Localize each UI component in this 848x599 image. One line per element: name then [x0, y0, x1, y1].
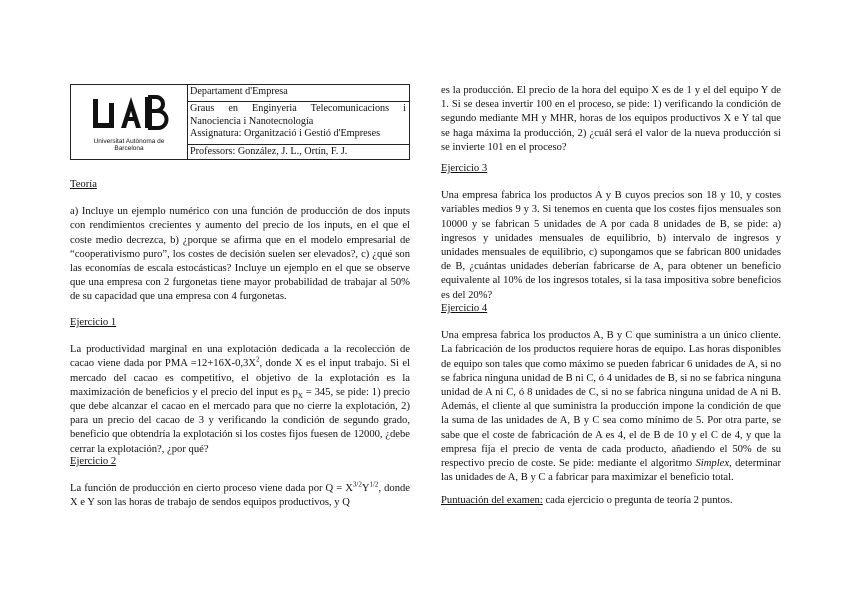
ejercicio-2-title: Ejercicio 2	[70, 456, 117, 467]
degree: Graus en Enginyeria Telecomunicacions i Nanociencia i Nanotecnología	[190, 103, 406, 127]
puntuacion-text: Puntuación del examen: cada ejercicio o pregunta de teoría 2 puntos.	[441, 495, 733, 506]
ejercicio-1-section	[70, 316, 410, 457]
puntuacion-section	[441, 494, 781, 508]
university-logo	[87, 93, 171, 153]
puntuacion-title: Puntuación del examen:	[441, 495, 543, 506]
teoria-text: a) Incluye un ejemplo numérico con una función de producción de dos inputs con rendimientos crecientes y aumento del precio de los inputs, en el que el coste medio decrezca, b) ¿porque se afirma que en el modelo empresarial de “cooperativismo puro”, los costes de decisión suelen ser elevados?, c) ¿qué son las economías de escala estocásticas? Incluye un ejemplo en el que se observe que una empresa con 2 furgonetas tiene mayor probabilidad de trabajar al 50% de su capacidad que una empresa con 4 furgonetas.	[70, 206, 410, 303]
ejercicio-4-title: Ejercicio 4	[441, 303, 488, 314]
ejercicio-2-text-cont: es la producción. El precio de la hora del equipo X es de 1 y el del equipo Y de 1. Si se desea invertir 100 en el proceso, se pide: 1) verificando la condición de segundo mediante MH y MHR, horas de los equipos productivos X e Y tal que se haga máxima la producción, 2) ¿cuál será el valor de la nueva producción si se invierte 101 en el proceso?	[441, 85, 781, 153]
ejercicio-2-continuation	[441, 84, 781, 155]
ejercicio-1-title: Ejercicio 1	[70, 317, 117, 328]
degree-and-course	[187, 102, 409, 145]
ejercicio-3-section	[441, 162, 781, 303]
ejercicio-3-text: Una empresa fabrica los productos A y B cuyos precios son 18 y 10, y costes variables medios 9 y 3. Si tenemos en cuenta que los costes fijos mensuales son 10000 y se fabrican 5 unidades de A por cada 8 unidades de B, se pide: a) ingresos y unidades mensuales de equilibrio, b) intervalo de ingresos y unidades mensuales de equilibrio, c) supongamos que se fabrican 800 unidades de B, ¿cuántas unidades deberían fabricarse de A, para obtener un beneficio equivalente al 10% de los ingresos totales, si la tasa impositiva sobre beneficios es del 20%?	[441, 190, 781, 301]
ejercicio-4-section	[441, 302, 781, 485]
ejercicio-3-title: Ejercicio 3	[441, 163, 488, 174]
ejercicio-2-text: La función de producción en cierto proceso viene dada por $Q = X^{3/2}Y^{1/2}$, donde X e Y son las horas de trabajo de sendos equipos productivos, y Q	[70, 480, 410, 509]
uab-logo-icon	[87, 93, 171, 137]
ejercicio-1-text: La productividad marginal en una explotación dedicada a la recolección de cacao viene dada por PMA $=12+16X-0,3X^2$, donde X es el input trabajo. Si el mercado del cacao es competitivo, el objetivo de la explotación es la maximización de beneficios y el precio del input es $p_X = 345$, se pide: 1) precio que debe alcanzar el cacao en el mercado para que no cierre la explotación, 2) para un precio del cacao de 3 y verificando la condición de segundo grado, beneficio que obtendría la explotación si los costes fijos fuesen de 12000, ¿debe cerrar la explotación?, ¿por qué?	[70, 344, 410, 455]
professors: Professors: González, J. L., Ortín, F. J.	[190, 146, 348, 157]
department: Departament d'Empresa	[187, 85, 409, 102]
logo-cell	[71, 85, 188, 159]
ejercicio-4-text: Una empresa fabrica los productos A, B y C que suministra a un único cliente. La fabricación de los productos requiere horas de equipo. Las horas disponibles de equipo son tales que como máximo se pueden fabricar 6 unidades de A, si no se fabrica ninguna unidad de B ni C, ó 4 unidades de B, si no se fabrica ninguna unidad de A ni C, ó 8 unidades de C, si no se fabrica ninguna unidad de A ni B. Además, el cliente al que suministra la producción impone la condición de que la suma de las unidades de A, B y C sea como mínimo de 5. Por otra parte, se sabe que el coste de fabricación de A es 4, el de B de 10 y el C de 4, y que la empresa fija el precio de venta de cada producto, añadiendo el 50% de su respectivo precio de coste. Se pide: mediante el algoritmo Simplex, determinar las unidades de A, B y C a fabricar para maximizar el beneficio total.	[441, 330, 781, 484]
teoria-title: Teoría	[70, 179, 97, 190]
ejercicio-2-section	[70, 455, 410, 511]
logo-caption: Universitat Autònoma de Barcelona	[93, 138, 165, 152]
teoria-section	[70, 178, 410, 305]
header-table	[70, 84, 410, 160]
info-cell	[187, 85, 409, 159]
course: Assignatura: Organització i Gestió d'Empreses	[190, 128, 381, 140]
